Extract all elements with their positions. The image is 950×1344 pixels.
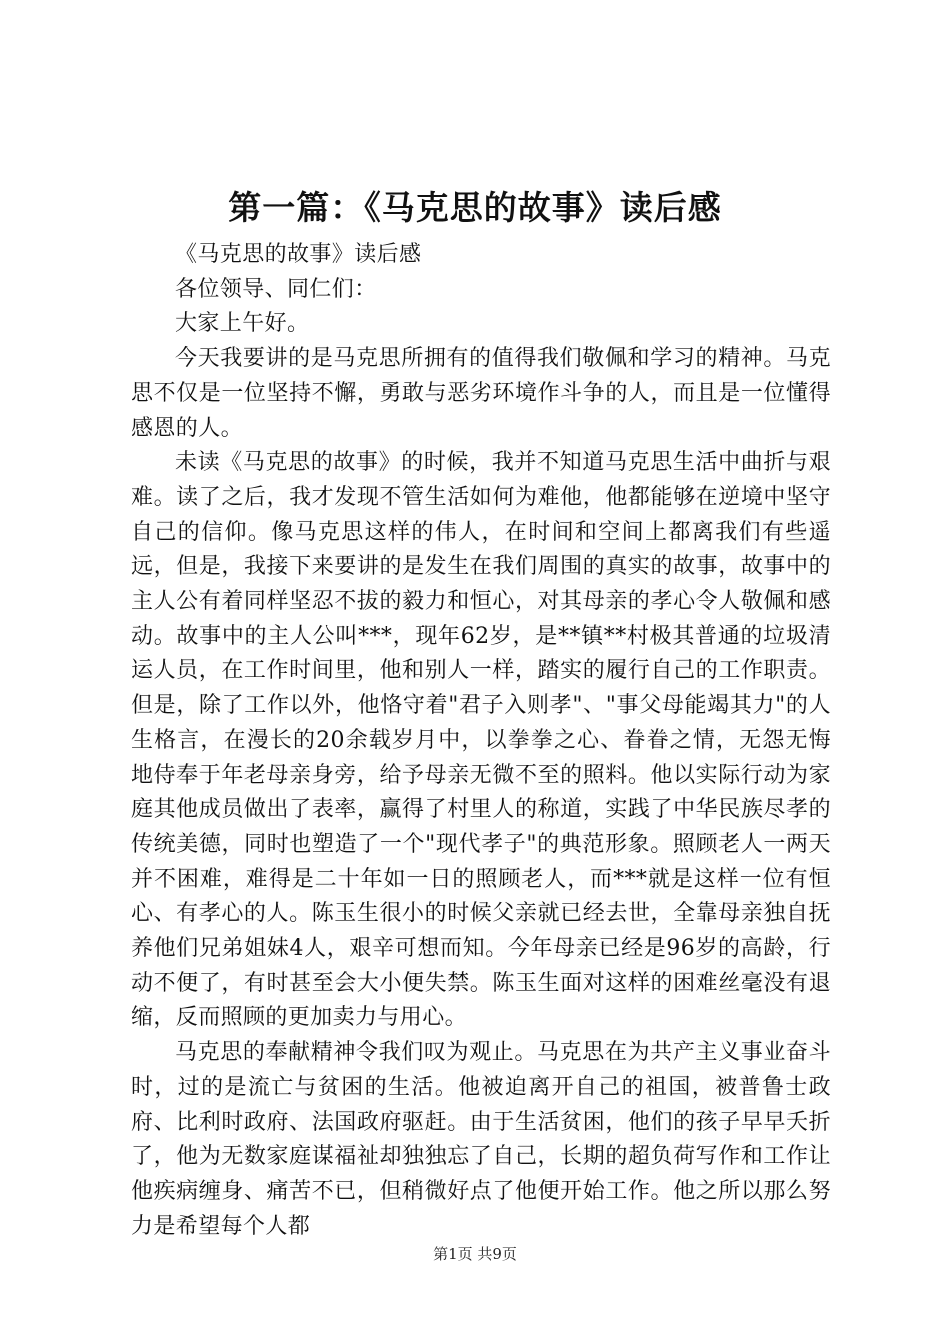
paragraph-story: 未读《马克思的故事》的时候，我并不知道马克思生活中曲折与艰难。读了之后，我才发现不管生活如何为难他，他都能够在逆境中坚守自己的信仰。像马克思这样的伟人，在时间和空间上都离我们有些遥远，但是，我接下来要讲的是发生在我们周围的真实的故事，故事中的主人公有着同样坚忍不拔的毅力和恒心，对其母亲的孝心令人敬佩和感动。故事中的主人公叫***，现年62岁，是**镇**村极其普通的垃圾清运人员，在工作时间里，他和别人一样，踏实的履行自己的工作职责。但是，除了工作以外，他恪守着"君子入则孝"、"事父母能竭其力"的人生格言，在漫长的20余载岁月中，以拳拳之心、眷眷之情，无怨无悔地侍奉于年老母亲身旁，给予母亲无微不至的照料。他以实际行动为家庭其他成员做出了表率，赢得了村里人的称道，实践了中华民族尽孝的传统美德，同时也塑造了一个"现代孝子"的典范形象。照顾老人一两天并不困难，难得是二十年如一日的照顾老人，而***就是这样一位有恒心、有孝心的人。陈玉生很小的时候父亲就已经去世，全靠母亲独自抚养他们兄弟姐妹4人，艰辛可想而知。今年母亲已经是96岁的高龄，行动不便了，有时甚至会大小便失禁。陈玉生面对这样的困难丝毫没有退缩，反而照顾的更加卖力与用心。 [131, 450, 831, 1031]
paragraph-salutation: 各位领导、同仁们： [175, 276, 377, 302]
paragraph-dedication: 马克思的奉献精神令我们叹为观止。马克思在为共产主义事业奋斗时，过的是流亡与贫困的生活。他被迫离开自己的祖国，被普鲁士政府、比利时政府、法国政府驱赶。由于生活贫困，他们的孩子早早夭折了，他为无数家庭谋福祉却独独忘了自己，长期的超负荷写作和工作让他疾病缠身、痛苦不已，但稍微好点了他便开始工作。他之所以那么努力是希望每个人都 [131, 1040, 831, 1239]
document-body [131, 238, 831, 1244]
paragraph-intro: 今天我要讲的是马克思所拥有的值得我们敬佩和学习的精神。马克思不仅是一位坚持不懈，勇敢与恶劣环境作斗争的人，而且是一位懂得感恩的人。 [131, 346, 831, 441]
paragraph-greeting: 大家上午好。 [175, 311, 310, 337]
page-number-footer: 第1页 共9页 [433, 1245, 517, 1263]
document-title: 第一篇：《马克思的故事》读后感 [228, 188, 722, 227]
paragraph-subtitle: 《马克思的故事》读后感 [175, 242, 422, 267]
